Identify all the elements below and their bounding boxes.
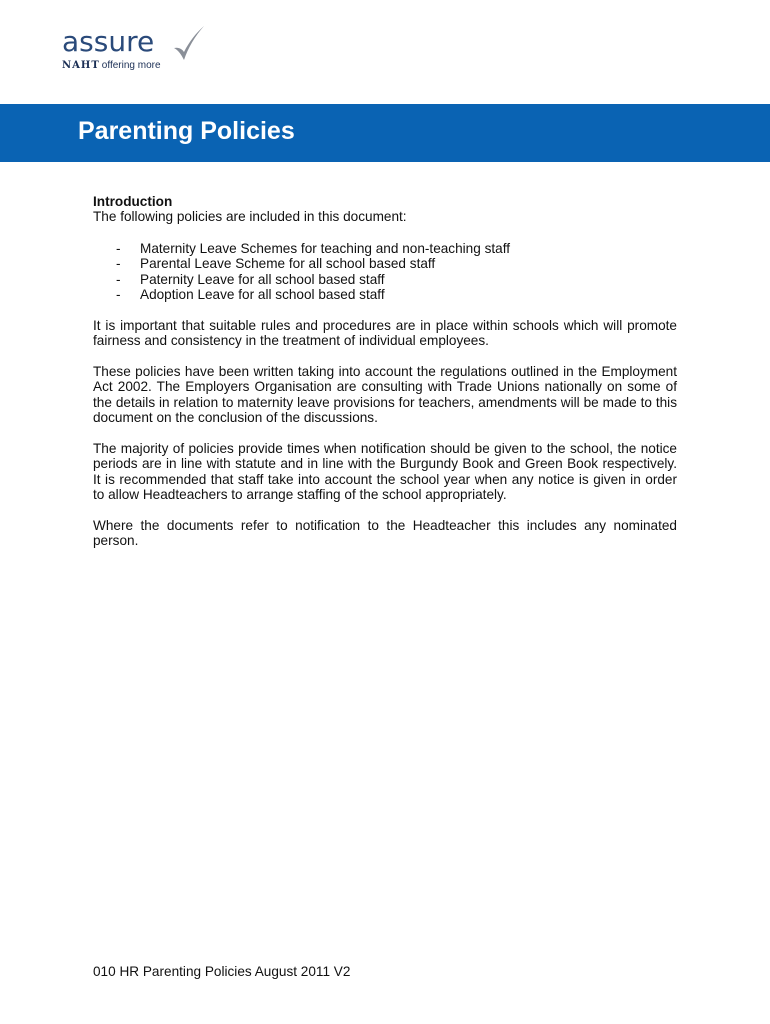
list-item — [93, 272, 677, 287]
logo-org: NAHT — [62, 60, 100, 71]
paragraph-notification: The majority of policies provide times when notification should be given to the school, the notice periods are in line with statute and in line with the Burgundy Book and Green Book respectively. It is recommended that staff take into account the school year when any notice is given in order to allow Headteachers to arrange staffing of the school appropriately. — [93, 441, 677, 503]
checkmark-icon — [170, 24, 206, 64]
intro-lead: The following policies are included in this document: — [93, 209, 407, 225]
paragraph-regulations: These policies have been written taking into account the regulations outlined in the Employment Act 2002. The Employers Organisation are consulting with Trade Unions nationally on some of the details in relation to maternity leave provisions for teachers, amendments will be made to this document on the conclusion of the discussions. — [93, 364, 677, 426]
page-title: Parenting Policies — [78, 117, 295, 145]
assure-logo — [62, 26, 212, 70]
title-banner — [0, 104, 770, 162]
list-bullet: - — [116, 271, 121, 287]
list-item — [93, 287, 677, 302]
logo-tagline: offering more — [101, 60, 161, 71]
list-item — [93, 241, 677, 256]
logo-subline — [62, 58, 161, 70]
list-bullet: - — [116, 240, 121, 256]
page-footer: 010 HR Parenting Policies August 2011 V2 — [93, 964, 351, 979]
logo-wordmark: assure — [62, 25, 155, 58]
list-bullet: - — [116, 256, 121, 272]
list-item — [93, 256, 677, 271]
list-item-text: Paternity Leave for all school based staff — [140, 271, 385, 287]
list-item-text: Adoption Leave for all school based staff — [140, 287, 385, 303]
document-body — [93, 194, 677, 549]
policy-list — [93, 241, 677, 303]
list-item-text: Parental Leave Scheme for all school based staff — [140, 256, 436, 272]
paragraph-headteacher: Where the documents refer to notification to the Headteacher this includes any nominated person. — [93, 518, 677, 549]
list-item-text: Maternity Leave Schemes for teaching and non-teaching staff — [140, 240, 511, 256]
section-heading: Introduction — [93, 194, 173, 209]
list-bullet: - — [116, 287, 121, 303]
paragraph-fairness: It is important that suitable rules and procedures are in place within schools which will promote fairness and consistency in the treatment of individual employees. — [93, 317, 677, 349]
